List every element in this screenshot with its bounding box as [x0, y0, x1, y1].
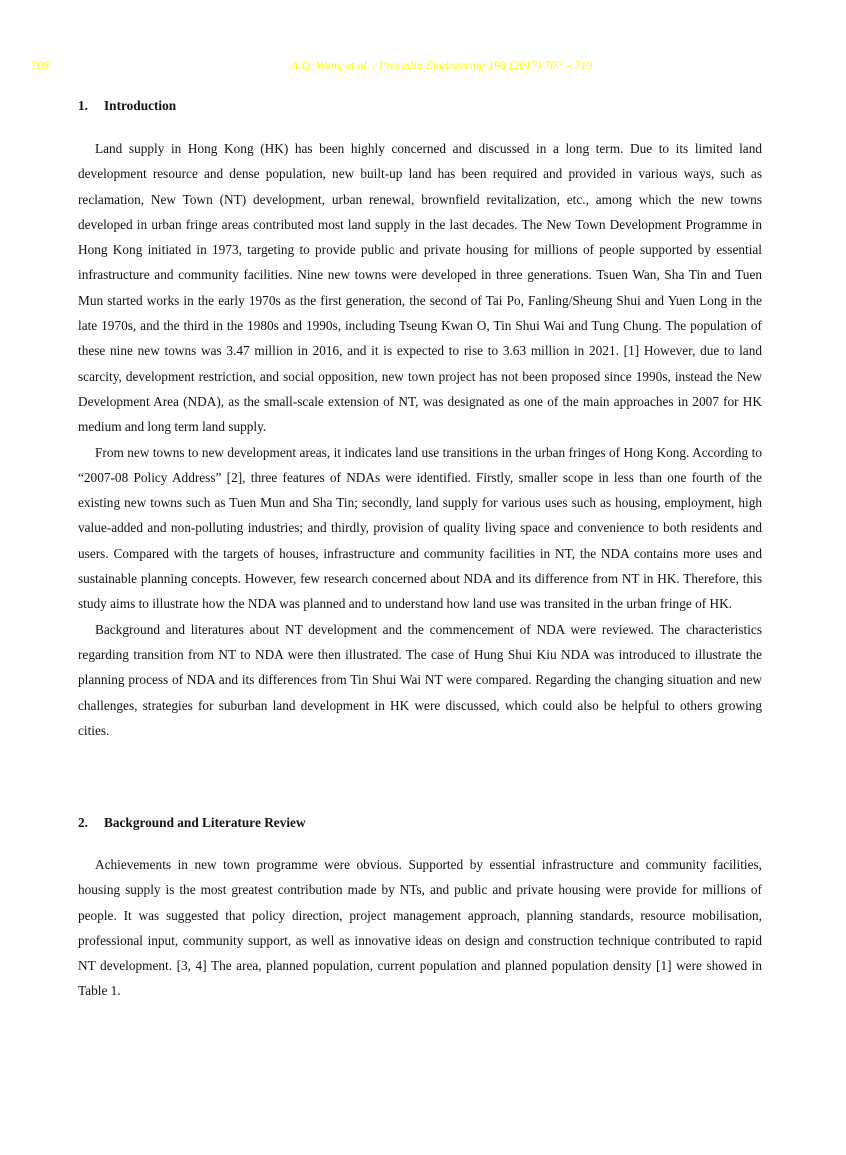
page-number: 708 — [31, 58, 49, 72]
background-body — [78, 852, 762, 1004]
section-heading-background — [78, 815, 306, 831]
paragraph: From new towns to new development areas, it indicates land use transitions in the urban fringes of Hong Kong. According to “2007-08 Policy Address” [2], three features of NDAs were identified. Firstly, smaller scope in less than one fourth of the existing new towns such as Tuen Mun and Sha Tin; secondly, land supply for various uses such as housing, employment, high value-added and non-polluting industries; and thirdly, provision of quality living space and convenience to both residents and users. Compared with the targets of houses, infrastructure and community facilities in NT, the NDA contains more uses and sustainable planning concepts. However, few research concerned about NDA and its difference from NT in HK. Therefore, this study aims to illustrate how the NDA was planned and to understand how land use was transited in the urban fringe of HK. — [78, 444, 762, 612]
paragraph: Background and literatures about NT development and the commencement of NDA were reviewed. The characteristics regarding transition from NT to NDA were then illustrated. The case of Hung Shui Kiu NDA was introduced to illustrate the planning process of NDA and its differences from Tin Shui Wai NT were compared. Regarding the changing situation and new challenges, strategies for suburban land development in HK were discussed, which could also be helpful to others growing cities. — [78, 621, 762, 738]
section-number: 2. — [78, 815, 88, 830]
section-title: Background and Literature Review — [104, 815, 306, 830]
section-title: Introduction — [104, 98, 177, 113]
paragraph: Land supply in Hong Kong (HK) has been highly concerned and discussed in a long term. Due to its limited land development resource and dense population, new built-up land has been required and provided in various ways, such as reclamation, New Town (NT) development, urban renewal, brownfield revitalization, etc., among which the new towns developed in urban fringe areas contributed most land supply in the last decades. The New Town Development Programme in Hong Kong initiated in 1973, targeting to provide public and private housing for millions of people supported by essential infrastructure and community facilities. Nine new towns were developed in three generations. Tsuen Wan, Sha Tin and Tuen Mun started works in the early 1970s as the first generation, the second of Tai Po, Fanling/Sheung Shui and Yuen Long in the late 1970s, and the third in the 1980s and 1990s, including Tseung Kwan O, Tin Shui Wai and Tung Chung. The population of these nine new towns was 3.47 million in 2016, and it is expected to rise to 3.63 million in 2021. [1] However, due to land scarcity, development restriction, and social opposition, new town project has not been proposed since 1990s, instead the New Development Area (NDA), as the small-scale extension of NT, was designated as one of the main approaches in 2007 for HK medium and long term land supply. — [78, 141, 762, 435]
paragraph: Achievements in new town programme were obvious. Supported by essential infrastructure and community facilities, housing supply is the most greatest contribution made by NTs, and public and private housing were provide for millions of people. It was suggested that policy direction, project management approach, planning standards, resource mobilisation, professional input, community support, as well as innovative ideas on design and construction technique contributed to rapid NT development. [3, 4] The area, planned population, current population and planned population density [1] were showed in Table 1. — [78, 857, 762, 999]
introduction-body — [78, 136, 762, 743]
running-title: A.Q. Wang et al. / Procedia Engineering 198 (2017) 707 – 719 — [291, 58, 593, 72]
section-heading-introduction — [78, 98, 176, 114]
section-number: 1. — [78, 98, 88, 113]
